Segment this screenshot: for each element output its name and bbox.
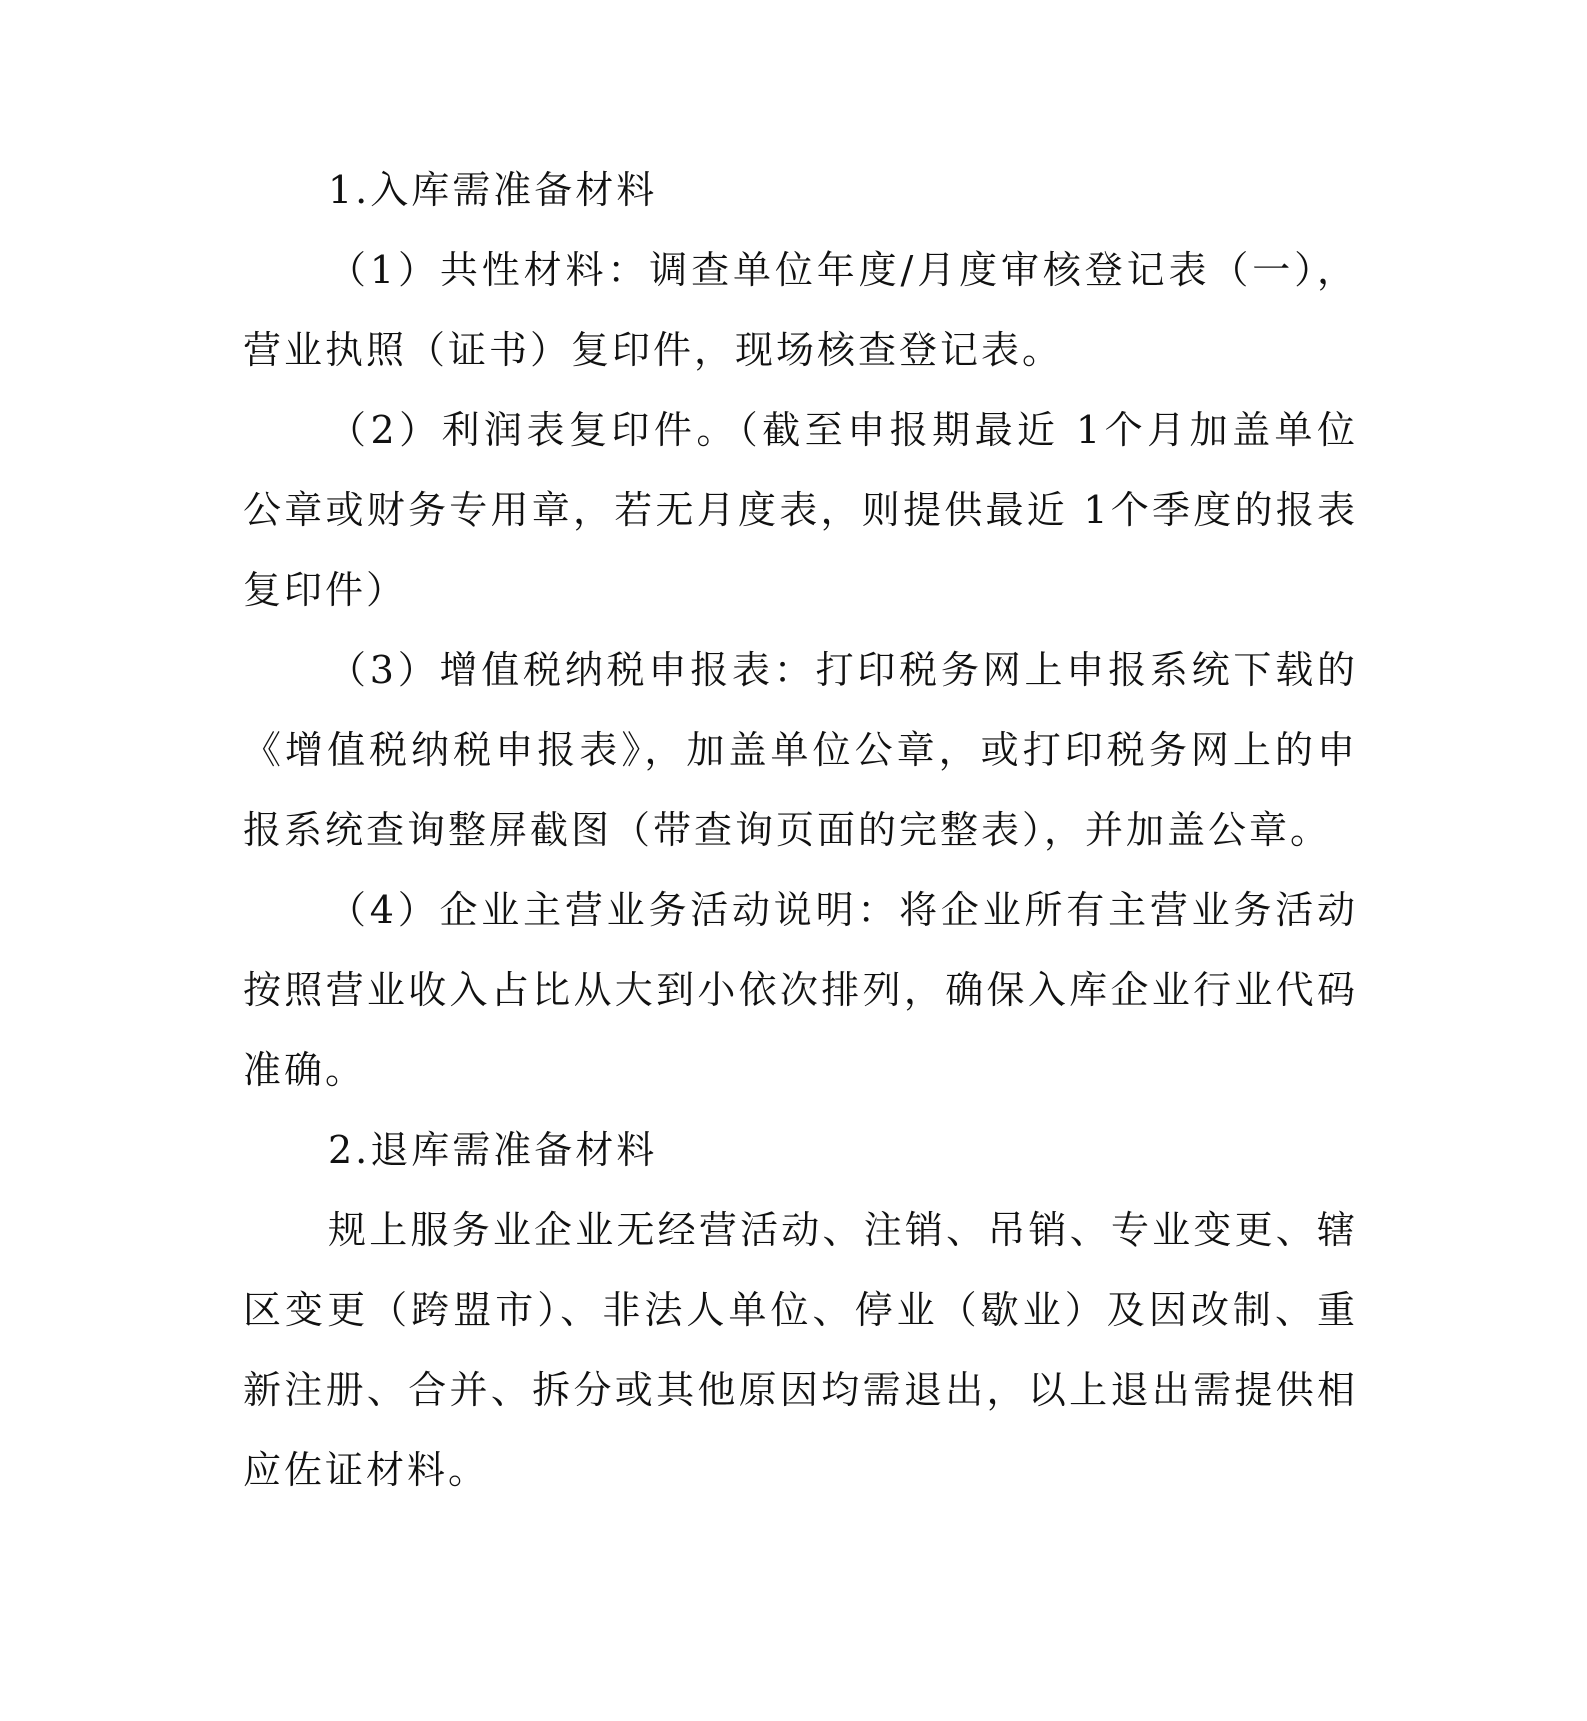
- section2-body: 规上服务业企业无经营活动、注销、吊销、专业变更、辖区变更（跨盟市）、非法人单位、停业（歇业）及因改制、重新注册、合并、拆分或其他原因均需退出，以上退出需提供相应佐证材料。: [243, 1208, 1358, 1492]
- section2-heading: 2.退库需准备材料: [328, 1128, 658, 1172]
- section1-item-1: （1）共性材料：调查单位年度/月度审核登记表（一），营业执照（证书）复印件，现场核查登记表。: [243, 248, 1358, 372]
- document-page: [243, 150, 1358, 1510]
- section1-heading: 1.入库需准备材料: [328, 168, 658, 212]
- section1-item-2: （2）利润表复印件。（截至申报期最近 1个月加盖单位公章或财务专用章，若无月度表，则提供最近 1个季度的报表复印件）: [243, 408, 1358, 612]
- section1-item-4: （4）企业主营业务活动说明：将企业所有主营业务活动按照营业收入占比从大到小依次排列，确保入库企业行业代码准确。: [243, 888, 1358, 1092]
- section1-item-3: （3）增值税纳税申报表：打印税务网上申报系统下载的《增值税纳税申报表》，加盖单位公章，或打印税务网上的申报系统查询整屏截图（带查询页面的完整表），并加盖公章。: [243, 648, 1358, 852]
